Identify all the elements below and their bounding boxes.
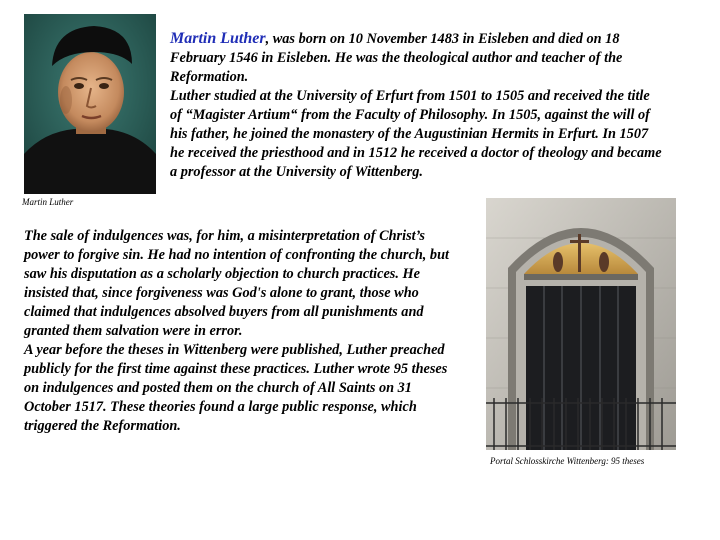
portrait-illustration (24, 14, 156, 194)
door-caption: Portal Schlosskirche Wittenberg: 95 theses (490, 456, 645, 466)
luther-name-link[interactable]: Martin Luther (170, 30, 266, 47)
portrait-caption: Martin Luther (22, 197, 74, 207)
indulgences-paragraph: The sale of indulgences was, for him, a misinterpretation of Christ’s power to forgive sin. He had no intention of confronting the church, but saw his disputation as a scholarly objection to church practices. He insisted that, since forgiveness was God's alone to grant, those who claimed that indulgences absolved buyers from all punishments and granted them salvation were in error. (24, 228, 449, 339)
intro-first-sentence: , was born on 10 November 1483 in Eisleben and died on 18 February 1546 in Eisleben. He was the theological author and teacher of the Reformation. (170, 31, 623, 85)
luther-portrait-image (24, 14, 156, 194)
intro-text (170, 29, 662, 182)
intro-paragraph (170, 29, 662, 87)
church-door-image (486, 198, 676, 450)
door-illustration (486, 198, 676, 450)
theses-paragraph: A year before the theses in Wittenberg were published, Luther preached publicly for the first time against these practices. Luther wrote 95 theses on indulgences and posted them on the church of All Saints on 31 October 1517. These theories found a large public response, which triggered the Reformation. (24, 342, 448, 434)
body-text (24, 227, 462, 436)
studies-paragraph: Luther studied at the University of Erfurt from 1501 to 1505 and received the title of “Magister Artium“ from the Faculty of Philosophy. In 1505, against the will of his father, he joined the monastery of the Augustinian Hermits in Erfurt. In 1507 he received the priesthood and in 1512 he received a doctor of theology and became a professor at the University of Wittenberg. (170, 88, 662, 180)
